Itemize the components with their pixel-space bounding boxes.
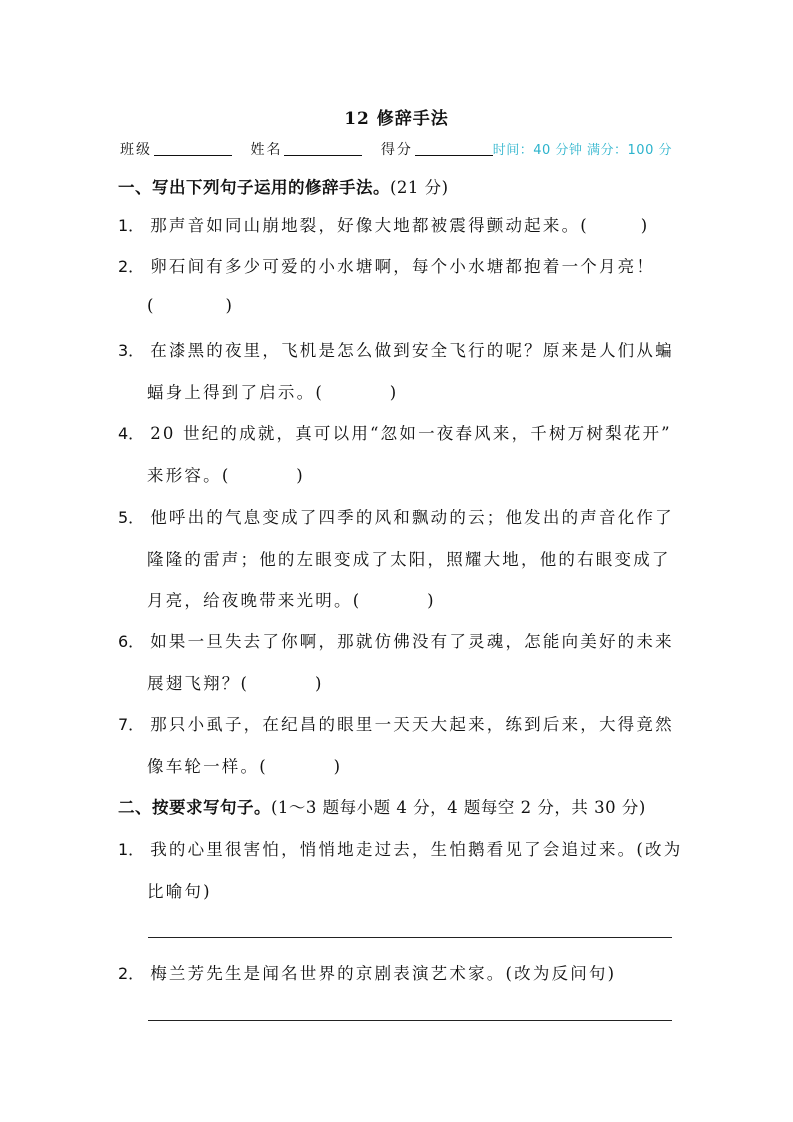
question-number: 6． (118, 632, 145, 651)
question-text: 比喻句) (147, 882, 212, 901)
question-number: 4． (118, 424, 145, 443)
s2-question-1 (118, 836, 683, 860)
question-number: 5． (118, 508, 145, 527)
question-text: 那只小虱子，在纪昌的眼里一天天大起来，练到后来，大得竟然 (150, 715, 674, 734)
answer-parentheses[interactable]: ( ) (352, 591, 434, 610)
question-number: 3． (118, 341, 145, 360)
s1-question-1 (118, 212, 678, 236)
section-1-title: 一、写出下列句子运用的修辞手法。 (118, 178, 390, 197)
question-number: 2． (118, 964, 145, 983)
answer-parentheses[interactable]: ( ) (259, 757, 341, 776)
score-blank[interactable] (415, 141, 493, 156)
question-text: 梅兰芳先生是闻名世界的京剧表演艺术家。(改为反问句) (150, 964, 617, 983)
question-text: 月亮，给夜晚带来光明。 (147, 591, 353, 610)
s1-question-7 (118, 711, 678, 735)
question-text: 卵石间有多少可爱的小水塘啊，每个小水塘都抱着一个月亮！ (150, 257, 656, 276)
question-text: 20 世纪的成就，真可以用“忽如一夜春风来，千树万树梨花开” (150, 424, 672, 443)
s1-question-5-line3 (147, 587, 434, 611)
question-number: 1． (118, 840, 145, 859)
class-blank[interactable] (154, 141, 232, 156)
question-text: 我的心里很害怕，悄悄地走过去，生怕鹅看见了会追过来。(改为 (150, 840, 683, 859)
section-2-score: (1～3 题每小题 4 分，4 题每空 2 分，共 30 分) (271, 798, 646, 817)
section-2-heading (118, 794, 646, 818)
s1-question-4-line2 (147, 462, 303, 486)
s1-question-6-line2 (147, 670, 321, 694)
s1-question-6 (118, 628, 678, 652)
class-label: 班级 (120, 142, 152, 158)
answer-parentheses[interactable]: ( ) (240, 674, 322, 693)
s1-question-3-line2 (147, 379, 396, 403)
s1-question-2-answer (147, 296, 232, 315)
question-text: 蝠身上得到了启示。 (147, 383, 316, 402)
answer-line-1[interactable] (148, 937, 672, 938)
question-number: 7． (118, 715, 145, 734)
s1-question-2 (118, 253, 678, 277)
s1-question-3 (118, 337, 678, 361)
time-score-meta: 时间：40 分钟 满分：100 分 (492, 143, 672, 158)
question-text: 他呼出的气息变成了四季的风和飘动的云；他发出的声音化作了 (150, 508, 674, 527)
page-title: 12 修辞手法 (344, 109, 449, 129)
s2-question-1-line2 (147, 878, 212, 902)
score-label: 得分 (380, 142, 413, 158)
question-number: 1． (118, 216, 145, 235)
answer-parentheses[interactable]: ( ) (580, 216, 648, 235)
section-1-heading (118, 174, 449, 198)
answer-line-2[interactable] (148, 1020, 672, 1021)
s1-question-5-line2 (147, 546, 671, 570)
section-2-title: 二、按要求写句子。 (118, 798, 271, 817)
question-text: 像车轮一样。 (147, 757, 260, 776)
question-number: 2． (118, 257, 145, 276)
question-text: 在漆黑的夜里，飞机是怎么做到安全飞行的呢？原来是人们从蝙 (150, 341, 674, 360)
answer-parentheses[interactable]: ( ) (147, 296, 232, 315)
answer-parentheses[interactable]: ( ) (315, 383, 397, 402)
s1-question-4 (118, 420, 678, 444)
question-text: 那声音如同山崩地裂，好像大地都被震得颤动起来。 (150, 216, 581, 235)
answer-parentheses[interactable]: ( ) (221, 466, 303, 485)
question-text: 展翅飞翔？ (147, 674, 241, 693)
question-text: 来形容。 (147, 466, 222, 485)
s2-question-2 (118, 960, 678, 984)
s1-question-5 (118, 504, 678, 528)
question-text: 隆隆的雷声；他的左眼变成了太阳，照耀大地，他的右眼变成了 (147, 550, 671, 569)
question-text: 如果一旦失去了你啊，那就仿佛没有了灵魂，怎能向美好的未来 (150, 632, 674, 651)
student-info-row (120, 139, 680, 161)
name-blank[interactable] (284, 141, 362, 156)
s1-question-7-line2 (147, 753, 340, 777)
name-label: 姓名 (250, 142, 283, 158)
section-1-score: (21 分) (390, 178, 449, 197)
